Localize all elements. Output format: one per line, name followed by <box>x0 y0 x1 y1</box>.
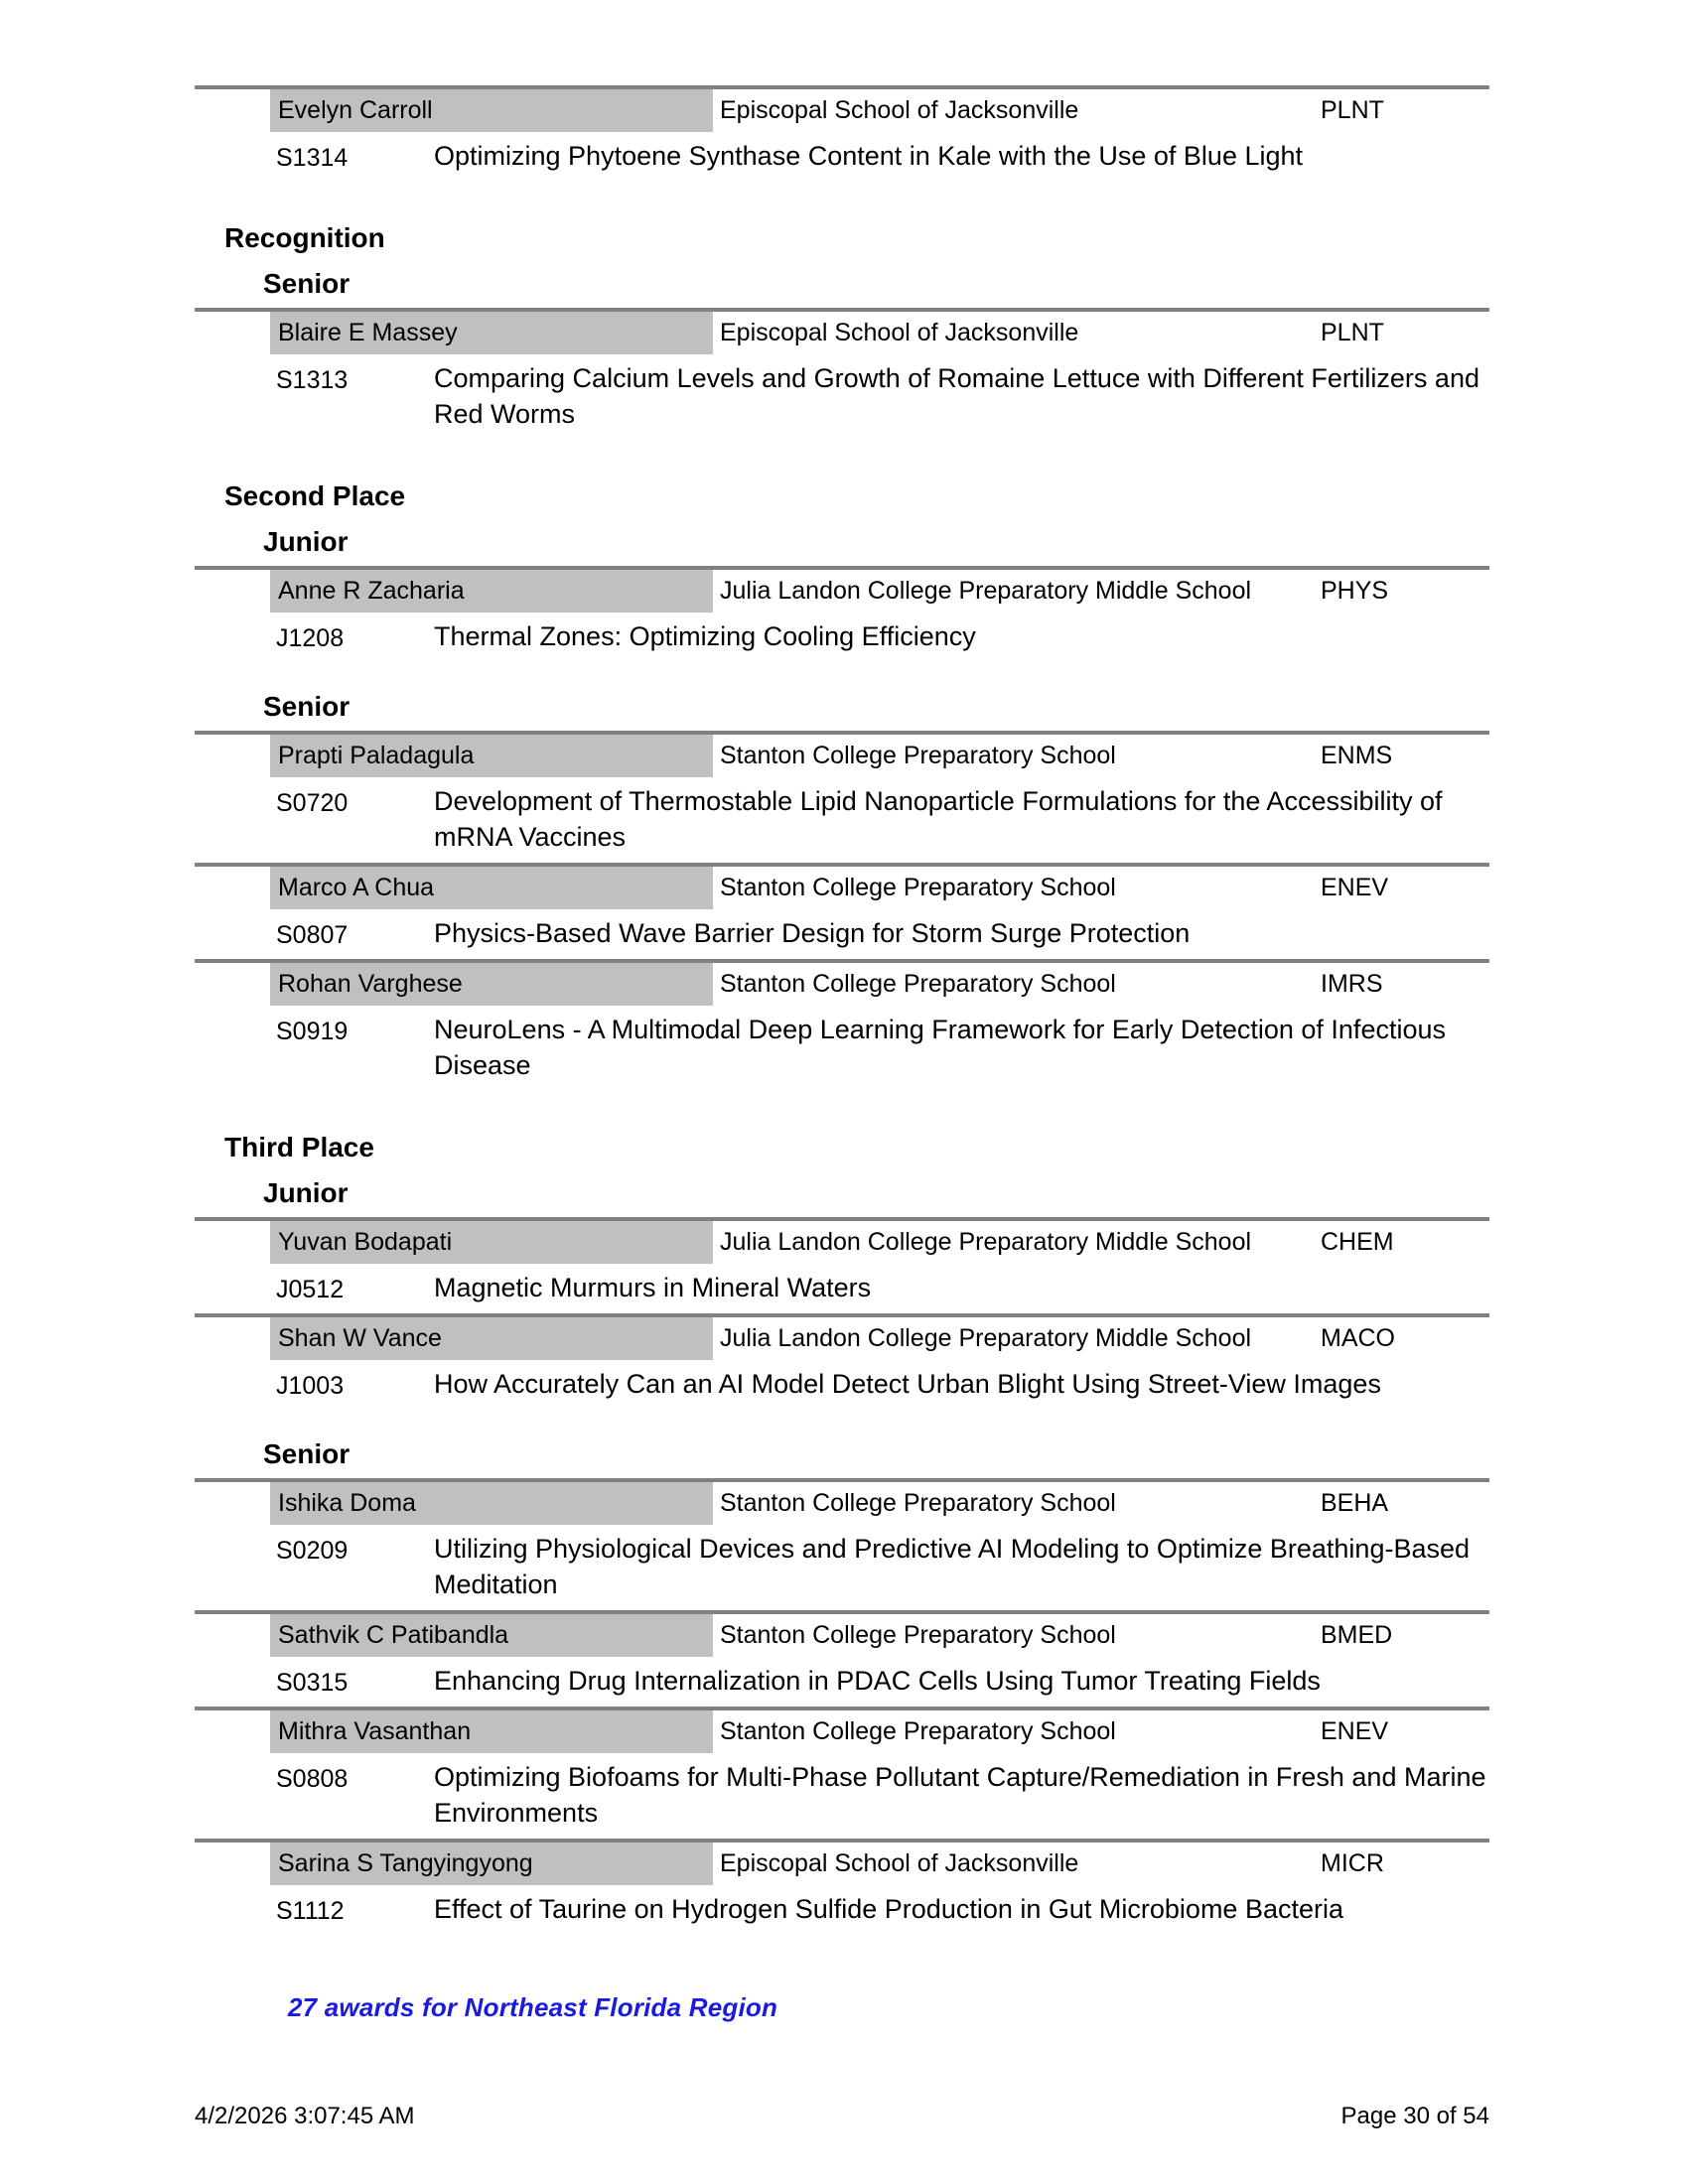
project-id: S1112 <box>276 1897 345 1925</box>
entry-header-row <box>195 1317 1489 1360</box>
school-name: Episcopal School of Jacksonville <box>720 96 1079 124</box>
award-entry <box>195 1614 1489 1706</box>
division-heading: Senior <box>263 268 351 299</box>
school-name: Stanton College Preparatory School <box>720 742 1116 769</box>
category-code: PLNT <box>1321 96 1384 124</box>
project-title: Optimizing Phytoene Synthase Content in Kale with the Use of Blue Light <box>434 141 1304 171</box>
project-title: Thermal Zones: Optimizing Cooling Efficiency <box>434 621 976 651</box>
entry-detail-row <box>195 132 1489 182</box>
awards-listing <box>195 0 1489 2023</box>
project-id: S1314 <box>276 144 349 172</box>
award-heading: Third Place <box>224 1132 374 1162</box>
school-name: Julia Landon College Preparatory Middle School <box>720 577 1252 605</box>
award-entry <box>195 735 1489 863</box>
student-name: Ishika Doma <box>278 1489 416 1517</box>
student-name: Sathvik C Patibandla <box>278 1621 509 1649</box>
category-code: CHEM <box>1321 1228 1394 1256</box>
student-name: Prapti Paladagula <box>278 742 475 769</box>
project-title: Effect of Taurine on Hydrogen Sulfide Production in Gut Microbiome Bacteria <box>434 1894 1343 1924</box>
entry-detail-row <box>195 1525 1489 1610</box>
category-code: ENEV <box>1321 1717 1389 1745</box>
project-title: Magnetic Murmurs in Mineral Waters <box>434 1273 872 1302</box>
project-title: Comparing Calcium Levels and Growth of Romaine Lettuce with Different Fertilizers and Red Worms <box>434 363 1479 429</box>
category-code: BMED <box>1321 1621 1393 1649</box>
award-entry <box>195 1843 1489 1935</box>
category-code: ENMS <box>1321 742 1393 769</box>
award-heading: Recognition <box>224 222 385 253</box>
school-name: Stanton College Preparatory School <box>720 1717 1116 1745</box>
entry-header-row <box>195 963 1489 1006</box>
entry-detail-row <box>195 1360 1489 1410</box>
entry-header-row <box>195 1482 1489 1525</box>
entry-header-row <box>195 1843 1489 1885</box>
entry-header-row <box>195 312 1489 354</box>
award-heading: Second Place <box>224 480 406 511</box>
entry-detail-row <box>195 613 1489 662</box>
project-title: NeuroLens - A Multimodal Deep Learning Framework for Early Detection of Infectious Disease <box>434 1015 1446 1080</box>
project-id: J1208 <box>276 624 345 652</box>
entry-header-row <box>195 570 1489 613</box>
project-id: S1313 <box>276 366 349 394</box>
project-title: Physics-Based Wave Barrier Design for Storm Surge Protection <box>434 918 1191 948</box>
award-entry <box>195 963 1489 1091</box>
entry-header-row <box>195 89 1489 132</box>
entry-header-row <box>195 735 1489 777</box>
entry-detail-row <box>195 354 1489 440</box>
project-title: Optimizing Biofoams for Multi-Phase Pollutant Capture/Remediation in Fresh and Marine Environments <box>434 1762 1486 1828</box>
student-name: Mithra Vasanthan <box>278 1717 472 1745</box>
category-code: BEHA <box>1321 1489 1389 1517</box>
category-code: MICR <box>1321 1849 1384 1877</box>
division-heading: Junior <box>263 526 349 557</box>
student-name: Blaire E Massey <box>278 319 458 346</box>
category-code: ENEV <box>1321 874 1389 901</box>
school-name: Episcopal School of Jacksonville <box>720 1849 1079 1877</box>
award-entry <box>195 1317 1489 1410</box>
school-name: Stanton College Preparatory School <box>720 1621 1116 1649</box>
award-entry <box>195 570 1489 662</box>
region-award-summary: 27 awards for Northeast Florida Region <box>288 1992 778 2022</box>
footer-page-number: Page 30 of 54 <box>1340 2103 1489 2129</box>
school-name: Stanton College Preparatory School <box>720 1489 1116 1517</box>
entry-header-row <box>195 1710 1489 1753</box>
award-entry <box>195 1710 1489 1839</box>
award-entry <box>195 867 1489 959</box>
entry-detail-row <box>195 1753 1489 1839</box>
student-name: Sarina S Tangyingyong <box>278 1849 533 1877</box>
student-name: Marco A Chua <box>278 874 435 901</box>
division-heading: Senior <box>263 1438 351 1469</box>
award-section-third-place <box>195 1091 1489 1935</box>
school-name: Julia Landon College Preparatory Middle School <box>720 1324 1252 1352</box>
project-title: Utilizing Physiological Devices and Predictive AI Modeling to Optimize Breathing-Based Meditation <box>434 1534 1471 1599</box>
project-id: S0315 <box>276 1669 349 1697</box>
project-title: How Accurately Can an AI Model Detect Urban Blight Using Street-View Images <box>434 1369 1381 1399</box>
school-name: Stanton College Preparatory School <box>720 874 1116 901</box>
entry-detail-row <box>195 1885 1489 1935</box>
project-title: Enhancing Drug Internalization in PDAC Cells Using Tumor Treating Fields <box>434 1666 1321 1696</box>
student-name: Yuvan Bodapati <box>278 1228 453 1256</box>
student-name: Shan W Vance <box>278 1324 442 1352</box>
project-title: Development of Thermostable Lipid Nanoparticle Formulations for the Accessibility of mRNA Vaccines <box>434 786 1443 852</box>
award-entry <box>195 312 1489 440</box>
award-section-recognition <box>195 182 1489 440</box>
student-name: Rohan Varghese <box>278 970 463 998</box>
project-id: S0209 <box>276 1537 349 1565</box>
entry-detail-row <box>195 1657 1489 1706</box>
category-code: PHYS <box>1321 577 1389 605</box>
entry-detail-row <box>195 1264 1489 1313</box>
student-name: Anne R Zacharia <box>278 577 465 605</box>
project-id: S0807 <box>276 921 349 949</box>
award-section-second-place <box>195 440 1489 1091</box>
award-entry <box>195 1221 1489 1313</box>
award-entry <box>195 1482 1489 1610</box>
entry-header-row <box>195 867 1489 909</box>
entry-header-row <box>195 1221 1489 1264</box>
entry-detail-row <box>195 777 1489 863</box>
project-id: J0512 <box>276 1276 345 1303</box>
division-heading: Senior <box>263 691 351 722</box>
division-heading: Junior <box>263 1177 349 1208</box>
entry-header-row <box>195 1614 1489 1657</box>
school-name: Stanton College Preparatory School <box>720 970 1116 998</box>
project-id: J1003 <box>276 1372 345 1400</box>
project-id: S0720 <box>276 789 349 817</box>
entry-detail-row <box>195 1006 1489 1091</box>
project-id: S0808 <box>276 1765 349 1793</box>
entry-detail-row <box>195 909 1489 959</box>
entry-group-continued <box>195 85 1489 182</box>
school-name: Episcopal School of Jacksonville <box>720 319 1079 346</box>
category-code: PLNT <box>1321 319 1384 346</box>
project-id: S0919 <box>276 1018 349 1045</box>
category-code: MACO <box>1321 1324 1395 1352</box>
category-code: IMRS <box>1321 970 1383 998</box>
school-name: Julia Landon College Preparatory Middle School <box>720 1228 1252 1256</box>
page-footer <box>195 2103 1489 2130</box>
student-name: Evelyn Carroll <box>278 96 433 124</box>
award-entry <box>195 89 1489 182</box>
footer-timestamp: 4/2/2026 3:07:45 AM <box>195 2103 415 2129</box>
